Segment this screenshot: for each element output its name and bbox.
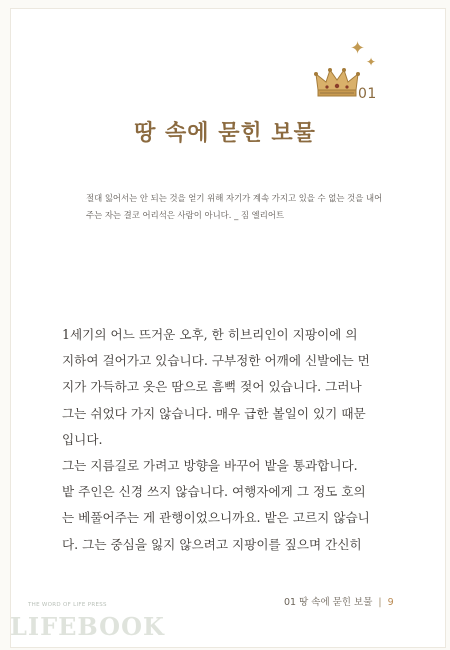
star-icon: ✦ xyxy=(350,38,366,59)
body-line: 입니다. xyxy=(62,431,103,447)
body-line: 지하여 걸어가고 있습니다. 구부정한 어깨에 신발에는 먼 xyxy=(62,353,370,369)
epigraph-line: 절대 잃어서는 안 되는 것을 얻기 위해 자기가 계속 가지고 있을 수 없는 것을 내어 xyxy=(86,193,383,203)
body-line: 다. 그는 중심을 잃지 않으려고 지팡이를 짚으며 간신히 xyxy=(62,536,362,552)
body-text xyxy=(62,322,382,558)
footer-separator: | xyxy=(378,597,382,608)
body-line: 1세기의 어느 뜨거운 오후, 한 히브리인이 지팡이에 의 xyxy=(62,327,358,342)
body-line: 는 베풀어주는 게 관행이었으니까요. 밭은 고르지 않습니 xyxy=(62,510,370,526)
epigraph-line: 주는 자는 결코 어리석은 사람이 아니다. _ 짐 엘리어트 xyxy=(86,210,285,220)
body-line: 그는 쉬었다 가지 않습니다. 매우 급한 볼일이 있기 때문 xyxy=(62,405,366,421)
lifebook-watermark-logo xyxy=(10,602,165,646)
logo-brand-text: LIFEBOOK xyxy=(10,612,165,641)
star-icon: ✦ xyxy=(366,55,377,69)
epigraph xyxy=(86,190,386,224)
body-line: 지가 가득하고 옷은 땀으로 흠뻑 젖어 있습니다. 그러나 xyxy=(62,379,362,395)
footer-chapter-label: 01 땅 속에 묻힌 보물 xyxy=(284,597,373,608)
page-number: 9 xyxy=(387,597,394,608)
chapter-title: 땅 속에 묻힌 보물 xyxy=(134,121,316,146)
crown-icon xyxy=(314,64,360,100)
chapter-number: 01 xyxy=(358,86,377,102)
body-line: 밭 주인은 신경 쓰지 않습니다. 여행자에게 그 정도 호의 xyxy=(62,484,366,500)
body-line: 그는 지름길로 가려고 방향을 바꾸어 밭을 통과합니다. xyxy=(62,458,358,474)
logo-publisher-text: THE WORD OF LIFE PRESS xyxy=(28,602,107,608)
page-footer xyxy=(284,594,394,608)
